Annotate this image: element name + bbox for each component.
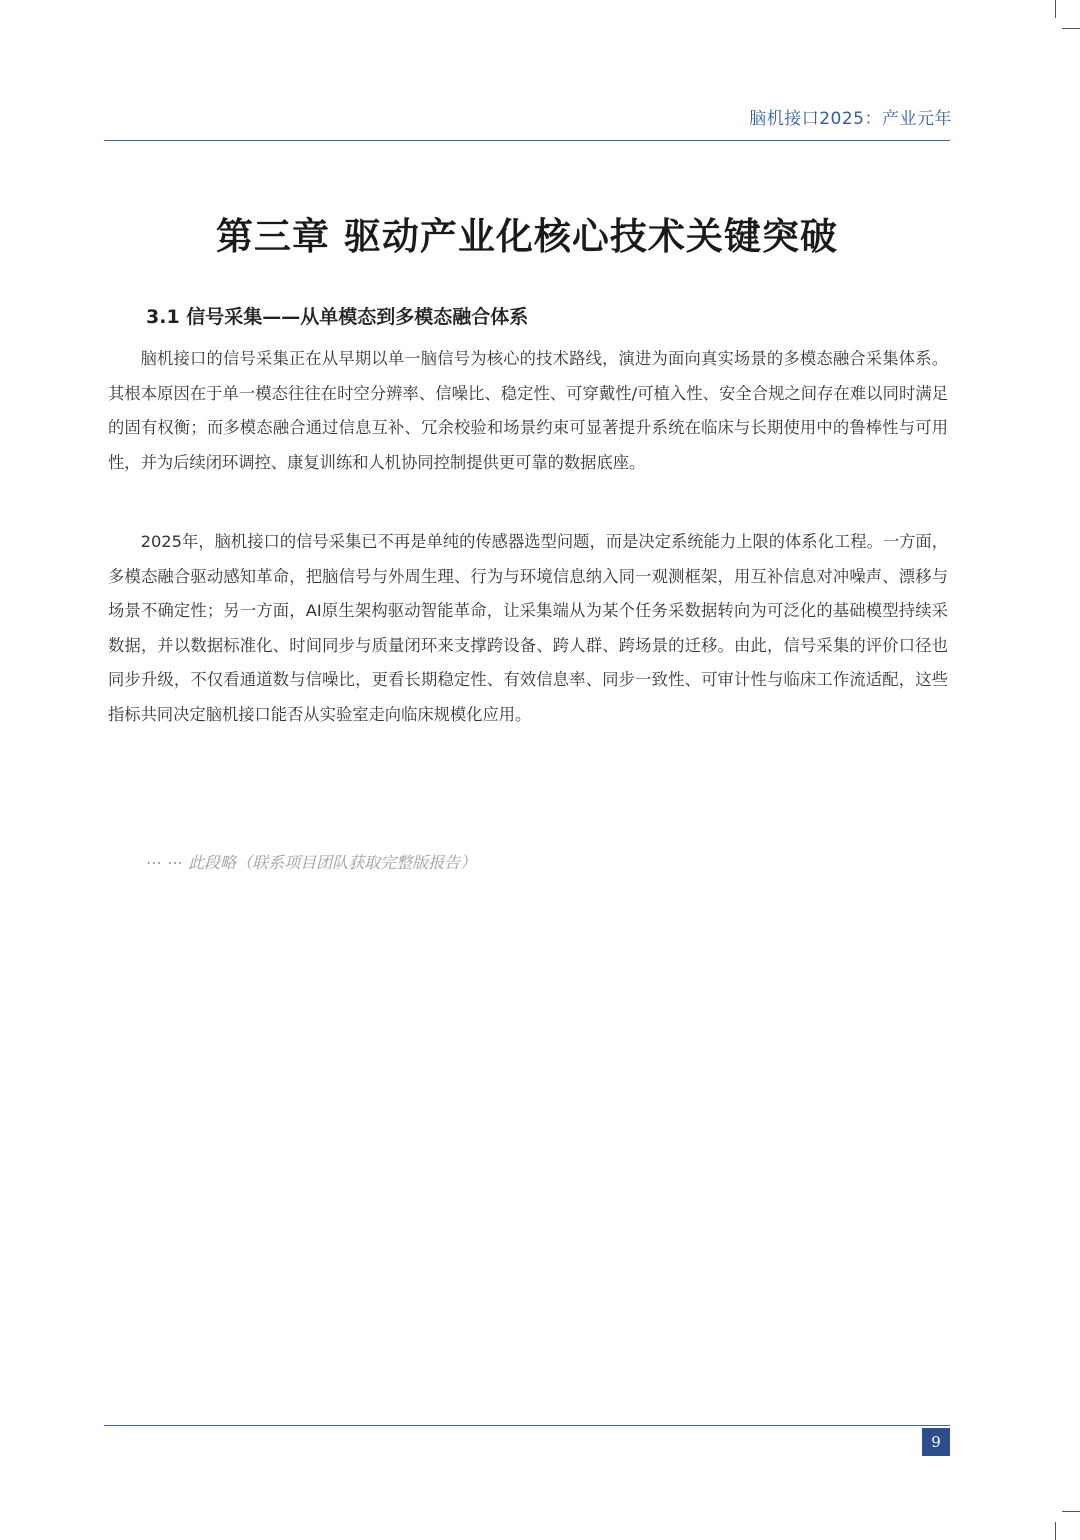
footer-rule	[104, 1425, 950, 1426]
page-number-badge: 9	[922, 1428, 950, 1456]
body-paragraph: 2025年，脑机接口的信号采集已不再是单纯的传感器选型问题，而是决定系统能力上限的体系化工程。一方面，多模态融合驱动感知革命，把脑信号与外周生理、行为与环境信息纳入同一观测框架，用互补信息对冲噪声、漂移与场景不确定性；另一方面，AI原生架构驱动智能革命，让采集端从为某个任务采数据转向为可泛化的基础模型持续采数据，并以数据标准化、时间同步与质量闭环来支撑跨设备、跨人群、跨场景的迁移。由此，信号采集的评价口径也同步升级，不仅看通道数与信噪比，更看长期稳定性、有效信息率、同步一致性、可审计性与临床工作流适配，这些指标共同决定脑机接口能否从实验室走向临床规模化应用。	[108, 532, 948, 724]
crop-mark	[1055, 0, 1056, 18]
crop-mark	[1062, 28, 1080, 29]
body-paragraph: 脑机接口的信号采集正在从早期以单一脑信号为核心的技术路线，演进为面向真实场景的多模态融合采集体系。其根本原因在于单一模态往往在时空分辨率、信噪比、稳定性、可穿戴性/可植入性、安全合规之间存在难以同时满足的固有权衡；而多模态融合通过信息互补、冗余校验和场景约束可显著提升系统在临床与长期使用中的鲁棒性与可用性，并为后续闭环调控、康复训练和人机协同控制提供更可靠的数据底座。	[108, 349, 948, 472]
omitted-section-note: ⋯ ⋯ 此段略（联系项目团队获取完整版报告）	[146, 853, 477, 872]
chapter-title: 第三章 驱动产业化核心技术关键突破	[216, 215, 838, 258]
crop-mark	[1055, 1522, 1056, 1540]
section-heading: 3.1 信号采集——从单模态到多模态融合体系	[146, 306, 529, 328]
running-header-title: 脑机接口2025：产业元年	[749, 109, 952, 129]
crop-mark	[1062, 1511, 1080, 1512]
header-rule	[104, 140, 950, 141]
